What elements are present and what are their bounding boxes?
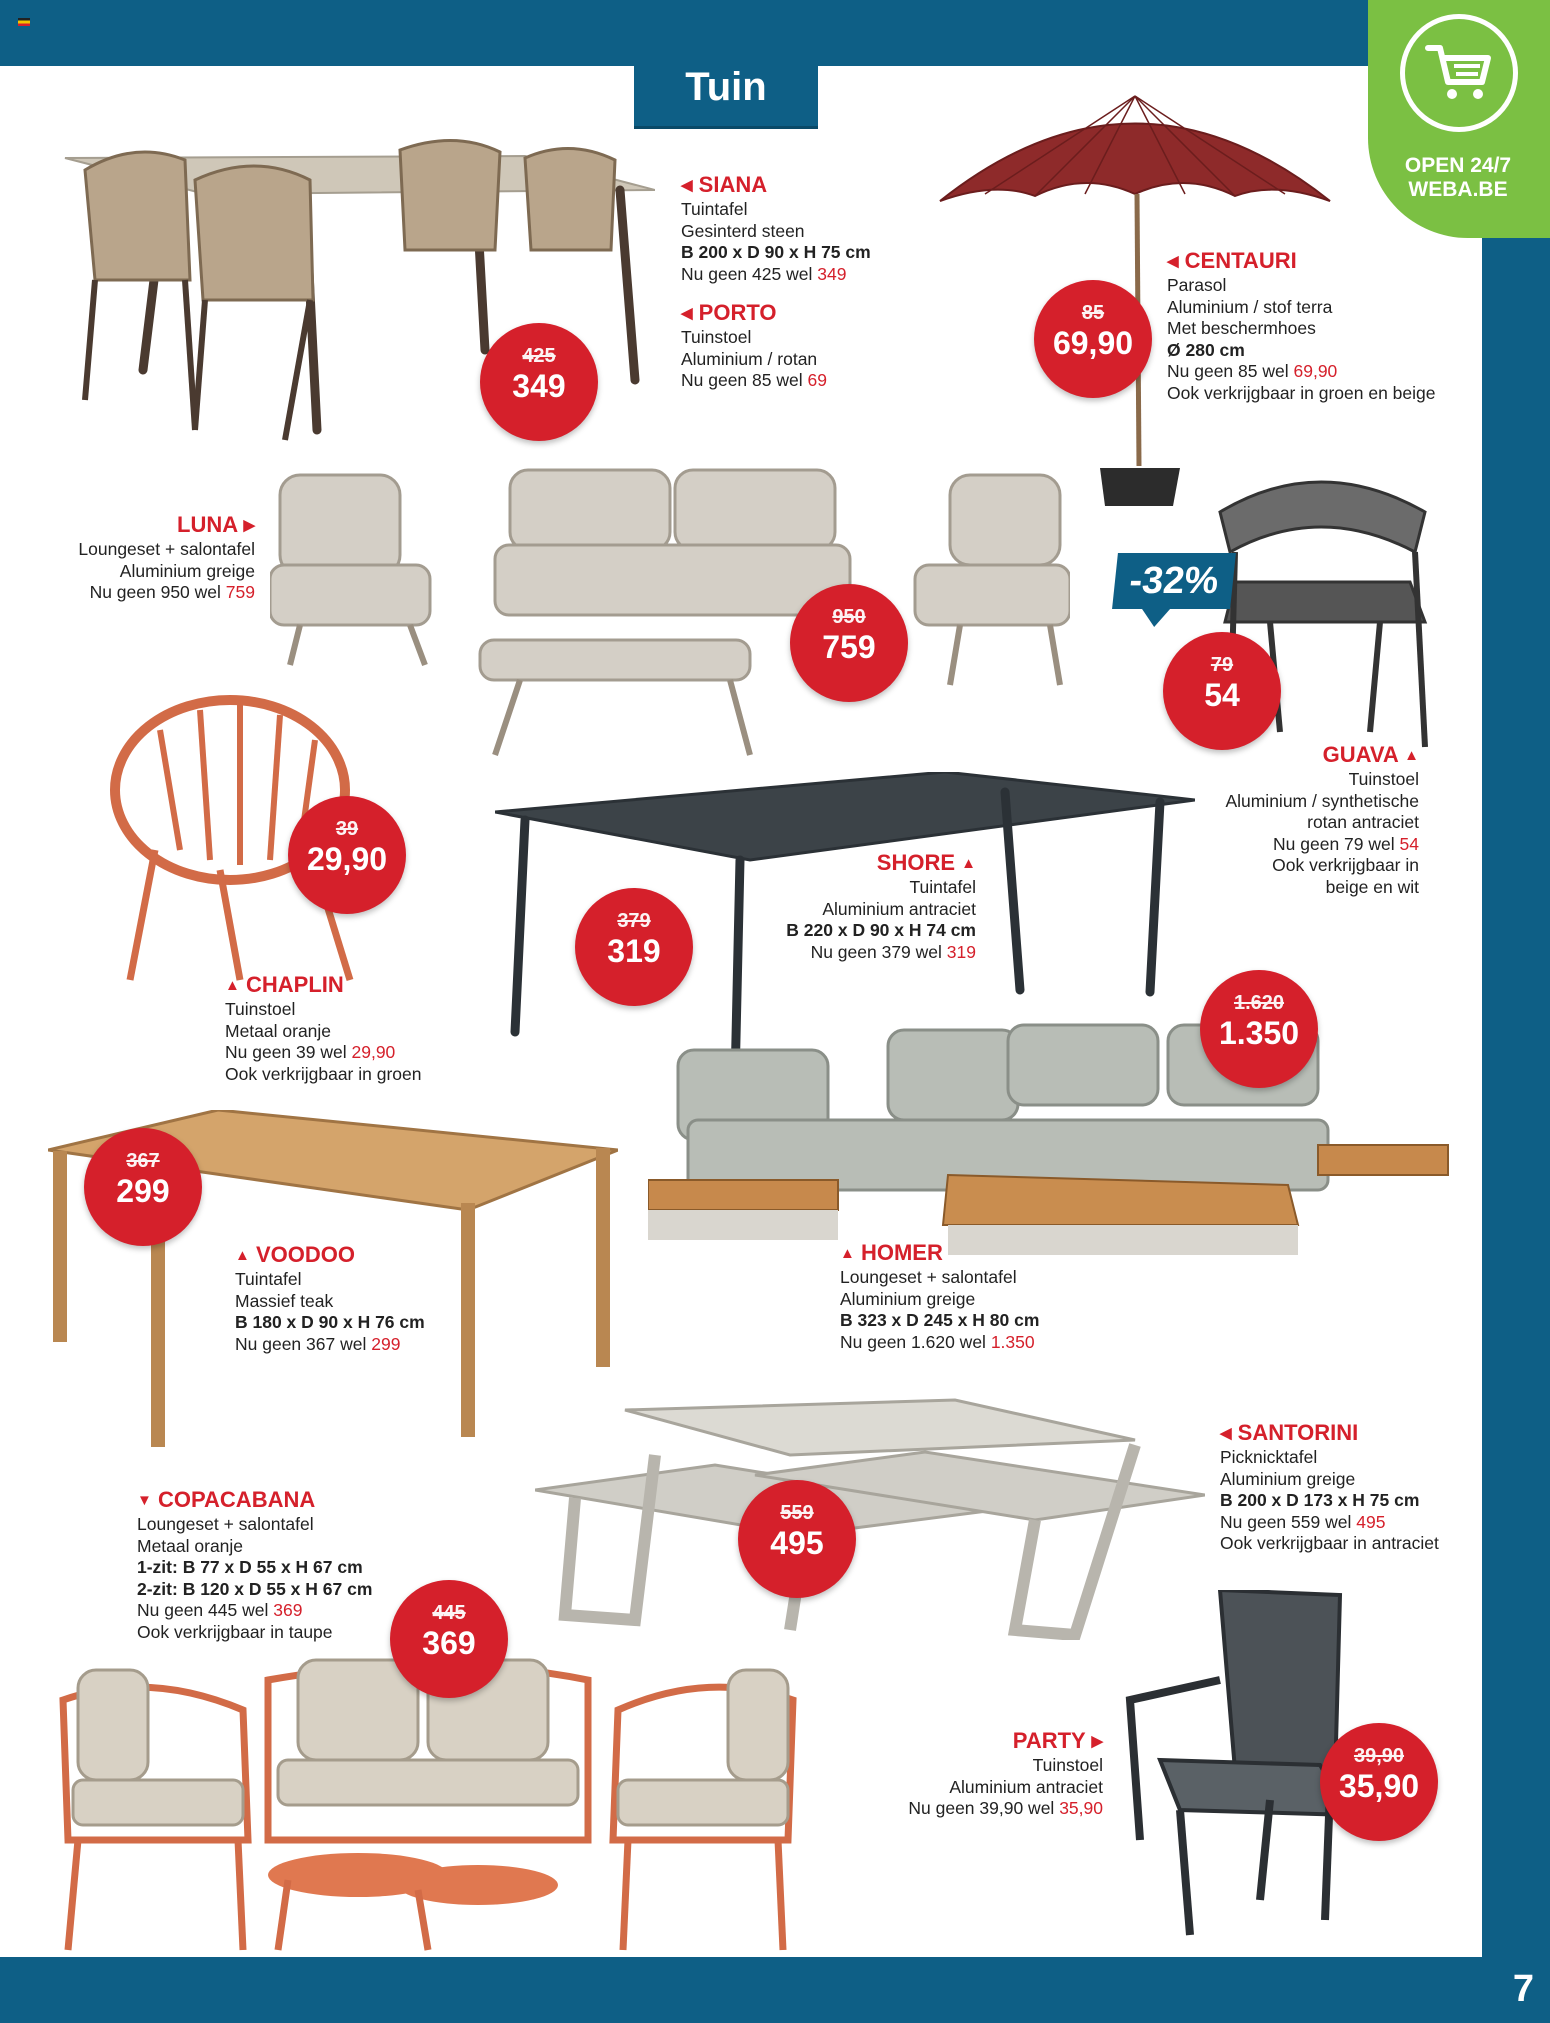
price-badge-old: 1.620 xyxy=(1233,992,1285,1014)
arrow-down-icon: ▼ xyxy=(137,1492,152,1509)
product-availability: Ook verkrijgbaar in taupe xyxy=(137,1621,333,1642)
product-type: Tuintafel xyxy=(681,199,748,219)
right-frame-bar xyxy=(1482,0,1550,2023)
product-type: Parasol xyxy=(1167,275,1227,295)
product-material: Aluminium antraciet xyxy=(949,1776,1103,1797)
price-badge-chaplin xyxy=(288,796,406,914)
price-badge-new: 319 xyxy=(607,933,661,969)
price-badge-siana xyxy=(480,323,598,441)
product-material: Massief teak xyxy=(235,1290,334,1311)
price-badge-old: 79 xyxy=(1210,654,1234,676)
product-material: Aluminium greige xyxy=(1220,1468,1356,1489)
price-badge-new: 299 xyxy=(116,1173,170,1209)
price-text: Nu geen 85 wel xyxy=(1167,361,1289,381)
product-name: GUAVA xyxy=(1322,742,1399,767)
price-badge-guava xyxy=(1163,632,1281,750)
product-dimensions: B 200 x D 90 x H 75 cm xyxy=(681,242,871,262)
price-badge-old: 39,90 xyxy=(1353,1745,1405,1767)
product-material: Metaal oranje xyxy=(137,1535,244,1556)
product-type: Tuinstoel xyxy=(681,327,752,347)
price-badge-homer xyxy=(1200,970,1318,1088)
price-badge-old: 559 xyxy=(780,1502,814,1524)
product-party[interactable] xyxy=(880,1728,1103,1820)
open-hours-text: OPEN 24/7 xyxy=(1404,154,1512,177)
product-copacabana[interactable] xyxy=(137,1487,372,1643)
product-availability: Ook verkrijgbaar in xyxy=(1272,855,1419,875)
product-material: Gesinterd steen xyxy=(681,220,805,241)
price-new: 319 xyxy=(946,941,976,962)
product-name: SIANA xyxy=(698,172,768,197)
price-badge-old: 950 xyxy=(832,606,866,628)
product-type: Tuintafel xyxy=(909,877,976,897)
product-material: Aluminium / rotan xyxy=(681,348,818,369)
product-dimensions: B 200 x D 173 x H 75 cm xyxy=(1220,1490,1420,1510)
price-new: 495 xyxy=(1356,1511,1386,1532)
price-new: 69,90 xyxy=(1293,361,1338,381)
product-material: Aluminium greige xyxy=(119,560,255,581)
bottom-frame-bar xyxy=(0,1957,1550,2023)
page-title: Tuin xyxy=(634,56,818,126)
price-badge-new: 35,90 xyxy=(1338,1768,1420,1804)
product-material: Aluminium antraciet xyxy=(822,898,976,919)
price-new: 349 xyxy=(817,263,847,284)
luna-lounge-set-image xyxy=(270,465,1070,765)
product-centauri[interactable] xyxy=(1167,248,1436,404)
arrow-left-icon: ◀ xyxy=(1220,1425,1232,1442)
price-badge-new: 369 xyxy=(422,1625,476,1661)
price-badge-new: 759 xyxy=(822,629,876,665)
product-availability: Ook verkrijgbaar in antraciet xyxy=(1220,1533,1439,1553)
product-material: Metaal oranje xyxy=(225,1020,332,1041)
price-text: Nu geen 950 wel xyxy=(89,582,221,602)
arrow-left-icon: ◀ xyxy=(681,177,693,194)
product-dimensions-2: 2-zit: B 120 x D 55 x H 67 cm xyxy=(137,1578,373,1599)
price-text: Nu geen 425 wel xyxy=(681,263,813,284)
homer-lounge-set-image xyxy=(648,1010,1458,1280)
product-homer[interactable] xyxy=(840,1240,1039,1353)
product-dimensions-1: 1-zit: B 77 x D 55 x H 67 cm xyxy=(137,1557,363,1577)
price-badge-new: 29,90 xyxy=(306,841,388,877)
price-text: Nu geen 39 wel xyxy=(225,1042,347,1062)
product-availability: Ook verkrijgbaar in groen en beige xyxy=(1167,382,1436,403)
price-new: 35,90 xyxy=(1059,1798,1103,1818)
product-dimensions: B 220 x D 90 x H 74 cm xyxy=(786,920,976,940)
arrow-right-icon: ▶ xyxy=(1091,1733,1103,1750)
price-text: Nu geen 79 wel xyxy=(1273,833,1395,854)
product-material: Aluminium / stof terra xyxy=(1167,296,1333,317)
product-type: Tuintafel xyxy=(235,1269,302,1289)
product-name: PORTO xyxy=(698,300,777,325)
product-name: CHAPLIN xyxy=(245,972,344,997)
price-text: Nu geen 559 wel xyxy=(1220,1511,1352,1532)
price-badge-party xyxy=(1320,1723,1438,1841)
price-new: 54 xyxy=(1399,833,1419,854)
price-badge-old: 425 xyxy=(522,345,556,367)
price-badge-old: 85 xyxy=(1081,302,1105,324)
product-material: Aluminium / synthetische xyxy=(1225,790,1419,811)
product-name: SANTORINI xyxy=(1237,1420,1359,1445)
product-type: Loungeset + salontafel xyxy=(137,1514,314,1534)
product-siana[interactable] xyxy=(681,172,871,285)
arrow-right-icon: ▶ xyxy=(243,517,255,534)
price-text: Nu geen 379 wel xyxy=(810,941,942,962)
price-badge-old: 379 xyxy=(617,910,651,932)
price-new: 69 xyxy=(807,370,827,390)
arrow-left-icon: ◀ xyxy=(1167,253,1179,270)
product-luna[interactable] xyxy=(40,512,255,604)
price-badge-new: 69,90 xyxy=(1052,325,1134,361)
price-text: Nu geen 445 wel xyxy=(137,1600,269,1620)
price-badge-old: 367 xyxy=(126,1150,160,1172)
product-feature: Met beschermhoes xyxy=(1167,318,1316,338)
price-new: 1.350 xyxy=(990,1331,1035,1352)
product-type: Tuinstoel xyxy=(225,999,296,1019)
price-new: 29,90 xyxy=(351,1042,396,1062)
price-badge-shore xyxy=(575,888,693,1006)
website-text: WEBA.BE xyxy=(1408,178,1508,201)
product-type: Tuinstoel xyxy=(1032,1755,1103,1775)
product-name: VOODOO xyxy=(255,1242,355,1267)
arrow-up-icon: ▲ xyxy=(840,1245,855,1262)
open-24-7-badge[interactable] xyxy=(1368,0,1550,238)
price-badge-santorini xyxy=(738,1480,856,1598)
product-voodoo[interactable] xyxy=(235,1242,425,1355)
product-type: Tuinstoel xyxy=(1348,769,1419,789)
product-name: HOMER xyxy=(860,1240,943,1265)
product-material-2: rotan antraciet xyxy=(1307,812,1419,832)
product-type: Loungeset + salontafel xyxy=(840,1267,1017,1287)
price-text: Nu geen 39,90 wel xyxy=(908,1798,1055,1818)
price-badge-new: 1.350 xyxy=(1218,1015,1300,1051)
price-badge-centauri xyxy=(1034,280,1152,398)
product-guava[interactable] xyxy=(1170,742,1419,898)
price-badge-new: 54 xyxy=(1204,677,1240,713)
price-badge-voodoo xyxy=(84,1128,202,1246)
product-porto[interactable] xyxy=(681,300,827,392)
product-availability-2: beige en wit xyxy=(1325,876,1419,897)
price-text: Nu geen 367 wel xyxy=(235,1333,367,1354)
product-dimensions: B 180 x D 90 x H 76 cm xyxy=(235,1312,425,1332)
santorini-picnic-table-image xyxy=(535,1390,1205,1640)
product-santorini[interactable] xyxy=(1220,1420,1439,1555)
product-availability: Ook verkrijgbaar in groen xyxy=(225,1063,422,1084)
price-badge-new: 495 xyxy=(770,1525,824,1561)
price-new: 759 xyxy=(225,582,255,602)
arrow-up-icon: ▲ xyxy=(225,977,240,994)
arrow-up-icon: ▲ xyxy=(1404,747,1419,764)
product-type: Loungeset + salontafel xyxy=(78,539,255,559)
product-dimensions: Ø 280 cm xyxy=(1167,339,1245,360)
product-name: CENTAURI xyxy=(1184,248,1297,273)
price-badge-old: 445 xyxy=(432,1602,466,1624)
arrow-left-icon: ◀ xyxy=(681,305,693,322)
product-shore[interactable] xyxy=(760,850,976,963)
product-chaplin[interactable] xyxy=(225,972,421,1085)
shopping-cart-icon xyxy=(1400,14,1518,132)
product-material: Aluminium greige xyxy=(840,1288,976,1309)
discount-badge: -32% xyxy=(1112,553,1236,609)
page-number: 7 xyxy=(1512,1968,1534,2010)
arrow-up-icon: ▲ xyxy=(961,855,976,872)
product-name: LUNA xyxy=(177,512,238,537)
product-name: SHORE xyxy=(876,850,956,875)
price-badge-old: 39 xyxy=(335,818,359,840)
price-text: Nu geen 85 wel xyxy=(681,370,803,390)
product-dimensions: B 323 x D 245 x H 80 cm xyxy=(840,1310,1040,1330)
price-badge-luna xyxy=(790,584,908,702)
flag-icon xyxy=(18,18,30,26)
product-type: Picknicktafel xyxy=(1220,1447,1318,1467)
price-badge-copacabana xyxy=(390,1580,508,1698)
price-new: 299 xyxy=(371,1333,401,1354)
price-new: 369 xyxy=(273,1600,303,1620)
arrow-up-icon: ▲ xyxy=(235,1247,250,1264)
product-name: PARTY xyxy=(1012,1728,1086,1753)
price-badge-new: 349 xyxy=(512,368,566,404)
price-text: Nu geen 1.620 wel xyxy=(840,1331,986,1352)
product-name: COPACABANA xyxy=(157,1487,316,1512)
party-chair-image xyxy=(1120,1590,1350,1940)
